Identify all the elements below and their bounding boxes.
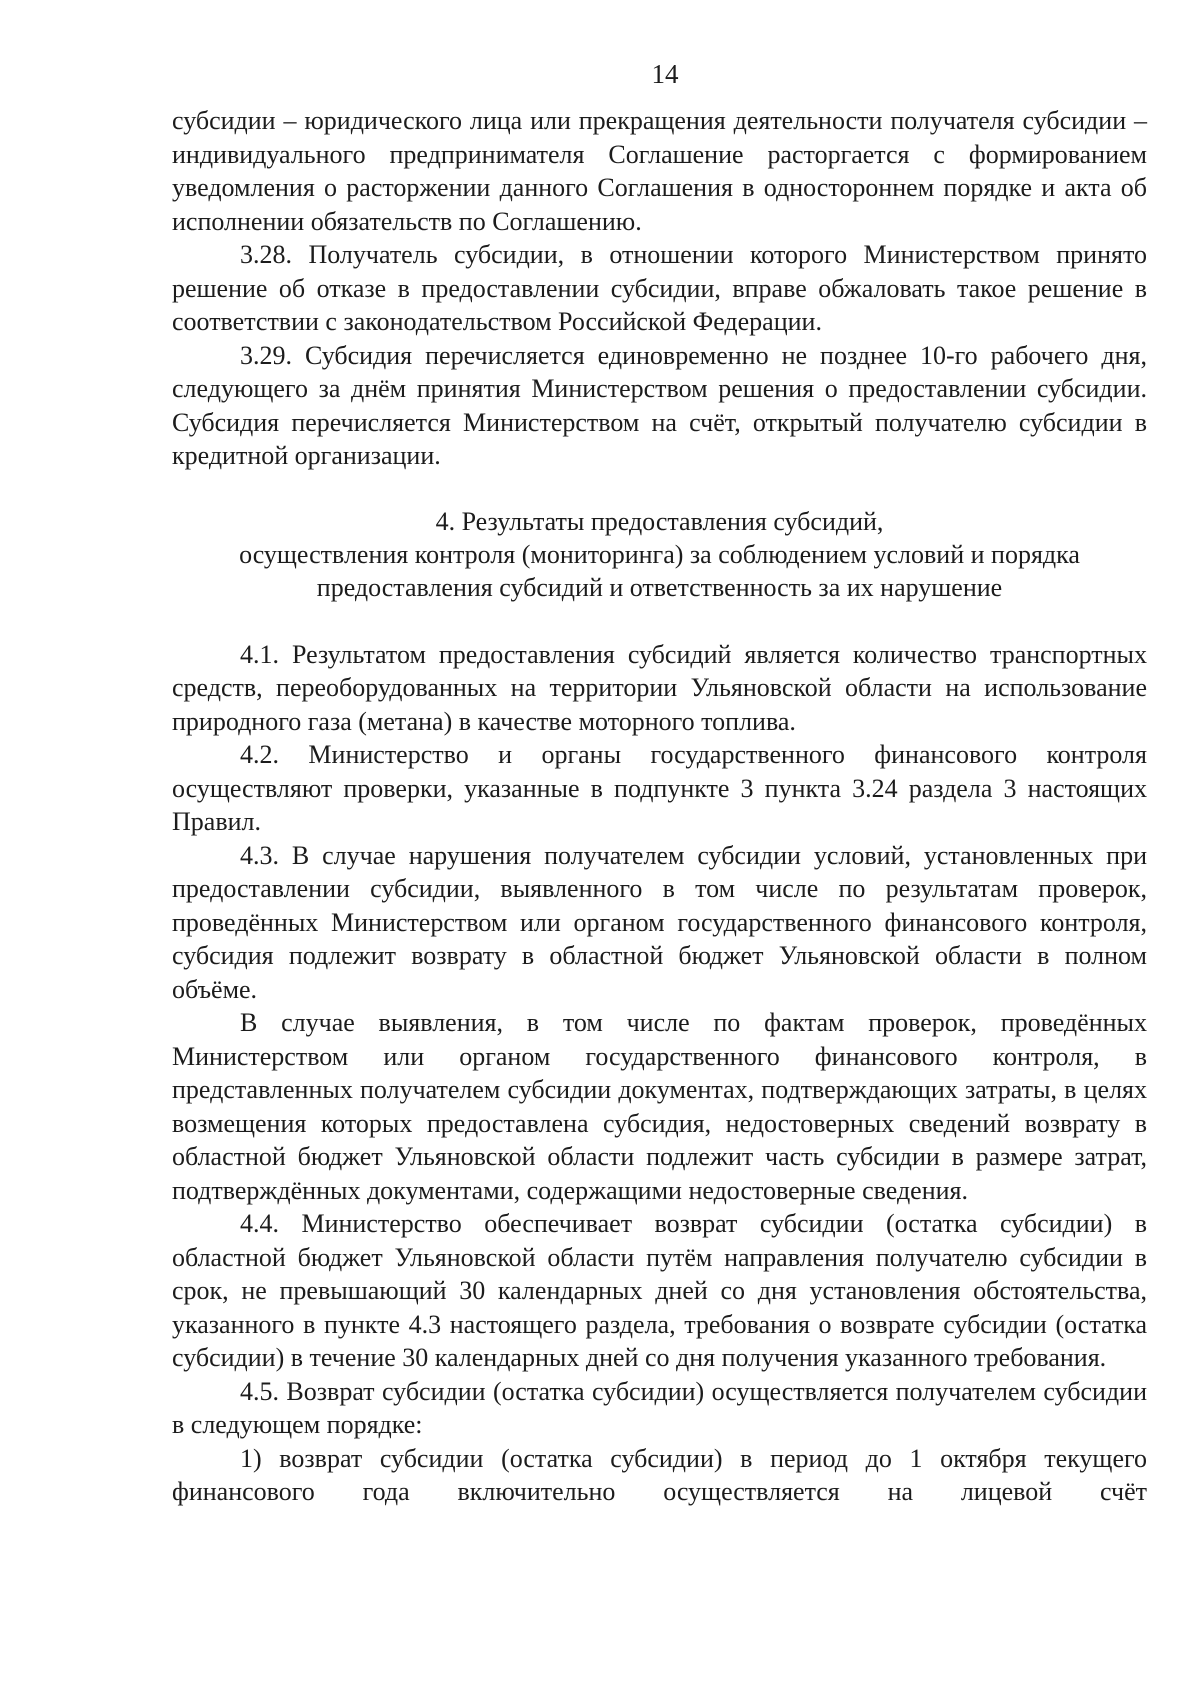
section-heading: [172, 505, 1147, 604]
paragraph-3-29: 3.29. Субсидия перечисляется единовременно не позднее 10-го рабочего дня, следующего за днём принятия Министерством решения о предоставлении субсидии. Субсидия перечисляется Министерством на счёт, открытый получателю субсидии в кредитной организации.: [172, 340, 1147, 470]
paragraph-4-5: 4.5. Возврат субсидии (остатка субсидии) осуществляется получателем субсидии в следующем порядке:: [172, 1376, 1147, 1439]
paragraph-4-4: 4.4. Министерство обеспечивает возврат субсидии (остатка субсидии) в областной бюджет Ульяновской области путём направления получателю субсидии в срок, не превышающий 30 календарных дней со дня установления обстоятельства, указанного в пункте 4.3 настоящего раздела, требования о возврате субсидии (остатка субсидии) в течение 30 календарных дней со дня получения указанного требования.: [172, 1209, 1147, 1372]
paragraph-4-5-item-1: 1) возврат субсидии (остатка субсидии) в период до 1 октября текущего финансового года включительно осуществляется на лицевой счёт: [172, 1443, 1147, 1506]
paragraph-4-3: 4.3. В случае нарушения получателем субсидии условий, установленных при предоставлении субсидии, выявленного в том числе по результатам проверок, проведённых Министерством или органом государственного финансового контроля, субсидия подлежит возврату в областной бюджет Ульяновской области в полном объёме.: [172, 840, 1147, 1004]
section-heading-line-2: осуществления контроля (мониторинга) за соблюдением условий и порядка: [239, 539, 1080, 569]
paragraph-4-2: 4.2. Министерство и органы государственного финансового контроля осуществляют проверки, указанные в подпункте 3 пункта 3.24 раздела 3 настоящих Правил.: [172, 740, 1147, 836]
paragraph-continued: субсидии – юридического лица или прекращения деятельности получателя субсидии – индивидуального предпринимателя Соглашение расторгается с формированием уведомления о расторжении данного Соглашения в одностороннем порядке и акта об исполнении обязательств по Соглашению.: [172, 106, 1147, 236]
paragraph-3-28: 3.28. Получатель субсидии, в отношении которого Министерством принято решение об отказе в предоставлении субсидии, вправе обжаловать такое решение в соответствии с законодательством Российской Федерации.: [172, 240, 1147, 336]
document-body: [172, 104, 1147, 1509]
section-heading-line-3: предоставления субсидий и ответственность за их нарушение: [316, 572, 1003, 602]
page-number: 14: [651, 59, 679, 89]
section-heading-line-1: 4. Результаты предоставления субсидий,: [435, 506, 884, 536]
paragraph-4-3-second: В случае выявления, в том числе по фактам проверок, проведённых Министерством или органом государственного финансового контроля, в представленных получателем субсидии документах, подтверждающих затраты, в целях возмещения которых предоставлена субсидия, недостоверных сведений возврату в областной бюджет Ульяновской области подлежит часть субсидии в размере затрат, подтверждённых документами, содержащими недостоверные сведения.: [172, 1008, 1147, 1205]
paragraph-4-1: 4.1. Результатом предоставления субсидий является количество транспортных средств, переоборудованных на территории Ульяновской области на использование природного газа (метана) в качестве моторного топлива.: [172, 639, 1147, 736]
